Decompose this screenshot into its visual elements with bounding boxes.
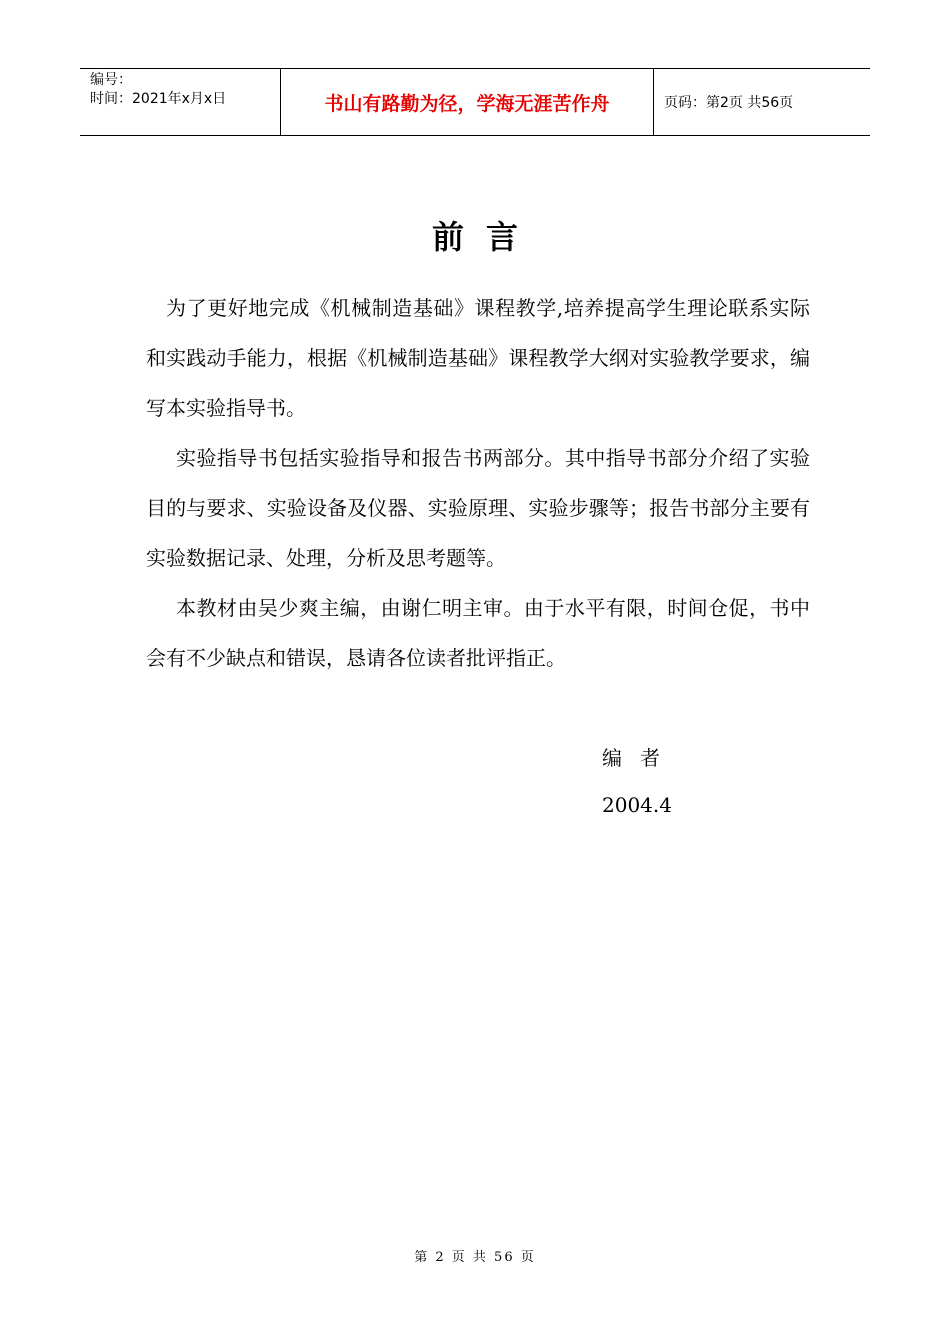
document-title: 前言	[431, 218, 540, 256]
paragraph: 实验指导书包括实验指导和报告书两部分。其中指导书部分介绍了实验目的与要求、实验设备及仪器、实验原理、实验步骤等；报告书部分主要有实验数据记录、处理，分析及思考题等。	[146, 446, 810, 570]
document-body	[146, 283, 810, 683]
header-meta	[80, 69, 281, 135]
author-signature: 编者	[602, 746, 678, 770]
document-date: 2004.4	[602, 793, 672, 817]
document-time-label: 时间：2021年x月x日	[90, 91, 227, 107]
document-number-label: 编号：	[90, 72, 132, 88]
header-page-info: 页码：第2页 共56页	[664, 95, 794, 111]
header-motto: 书山有路勤为径，学海无涯苦作舟	[281, 69, 654, 135]
paragraph: 为了更好地完成《机械制造基础》课程教学,培养提高学生理论联系实际和实践动手能力，根据《机械制造基础》课程教学大纲对实验教学要求，编写本实验指导书。	[146, 296, 810, 420]
paragraph: 本教材由吴少爽主编，由谢仁明主审。由于水平有限，时间仓促，书中会有不少缺点和错误，恳请各位读者批评指正。	[146, 596, 810, 670]
page-footer: 第 2 页 共 56 页	[414, 1250, 536, 1265]
page-header	[80, 68, 870, 136]
